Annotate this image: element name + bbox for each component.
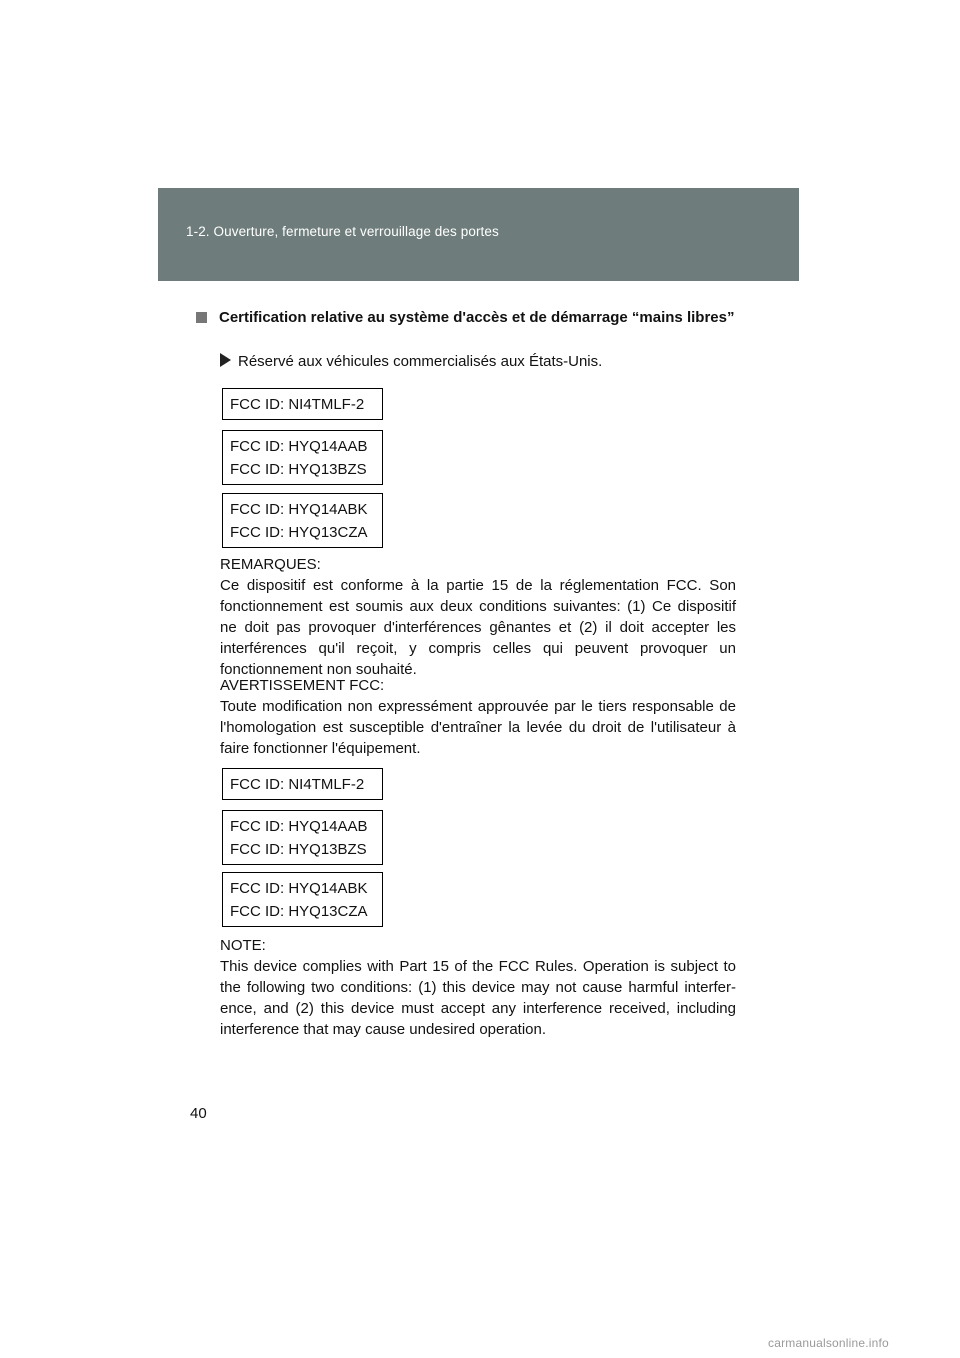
avertissement-body: Toute modification non expressément approuvée par le tiers responsable de l'homologation est susceptible d'entraîner la levée du droit de l'utilisateur à faire fonctionner l'équipement. [220,698,736,757]
usa-note-text: Réservé aux véhicules commercialisés aux États-Unis. [238,353,603,370]
fcc-id-line: FCC ID: HYQ14ABK [230,501,368,518]
fcc-id-box [222,430,383,485]
section-heading-text: Certification relative au système d'accès et de démarrage “mains libres” [219,309,735,326]
fcc-id-line: FCC ID: HYQ13CZA [230,524,368,541]
note-paragraph [220,935,736,1040]
section-heading [196,307,736,329]
fcc-id-line: FCC ID: HYQ14AAB [230,438,368,455]
avertissement-label: AVERTISSEMENT FCC: [220,677,385,694]
fcc-id-line: FCC ID: HYQ13BZS [230,461,367,478]
avertissement-paragraph [220,675,736,759]
fcc-id-box [222,810,383,865]
remarques-paragraph [220,554,736,680]
usa-note [220,351,602,373]
remarques-label: REMARQUES: [220,556,321,573]
fcc-id-box [222,493,383,548]
remarques-body: Ce dispositif est conforme à la partie 15 de la réglementation FCC. Son fonctionnement est soumis aux deux conditions suivantes: (1) Ce dispositif ne doit pas provoquer d'interférences gênantes et (2) il doit accepter les interférences qu'il reçoit, y compris celles qui peuvent provoquer un fonctionnement non souhaité. [220,577,736,678]
fcc-id-box [222,872,383,927]
fcc-id-line: FCC ID: NI4TMLF-2 [230,396,365,413]
fcc-id-line: FCC ID: NI4TMLF-2 [230,776,365,793]
fcc-id-line: FCC ID: HYQ13CZA [230,903,368,920]
fcc-id-line: FCC ID: HYQ14ABK [230,880,368,897]
page-number: 40 [190,1105,207,1122]
fcc-id-line: FCC ID: HYQ13BZS [230,841,367,858]
chapter-title: 1-2. Ouverture, fermeture et verrouillage des portes [186,224,499,239]
header-band [158,188,799,281]
fcc-id-box [222,388,383,420]
fcc-id-box [222,768,383,800]
note-label: NOTE: [220,937,266,954]
watermark-link[interactable]: carmanualsonline.info [768,1336,889,1350]
note-body: This device complies with Part 15 of the FCC Rules. Operation is subject to the following two conditions: (1) this device may not cause harmful interfer- ence, and (2) this device must accept any interference received, including interference that may cause undesired operation. [220,958,736,1038]
square-bullet-icon [196,312,207,323]
triangle-bullet-icon [220,353,231,367]
fcc-id-line: FCC ID: HYQ14AAB [230,818,368,835]
